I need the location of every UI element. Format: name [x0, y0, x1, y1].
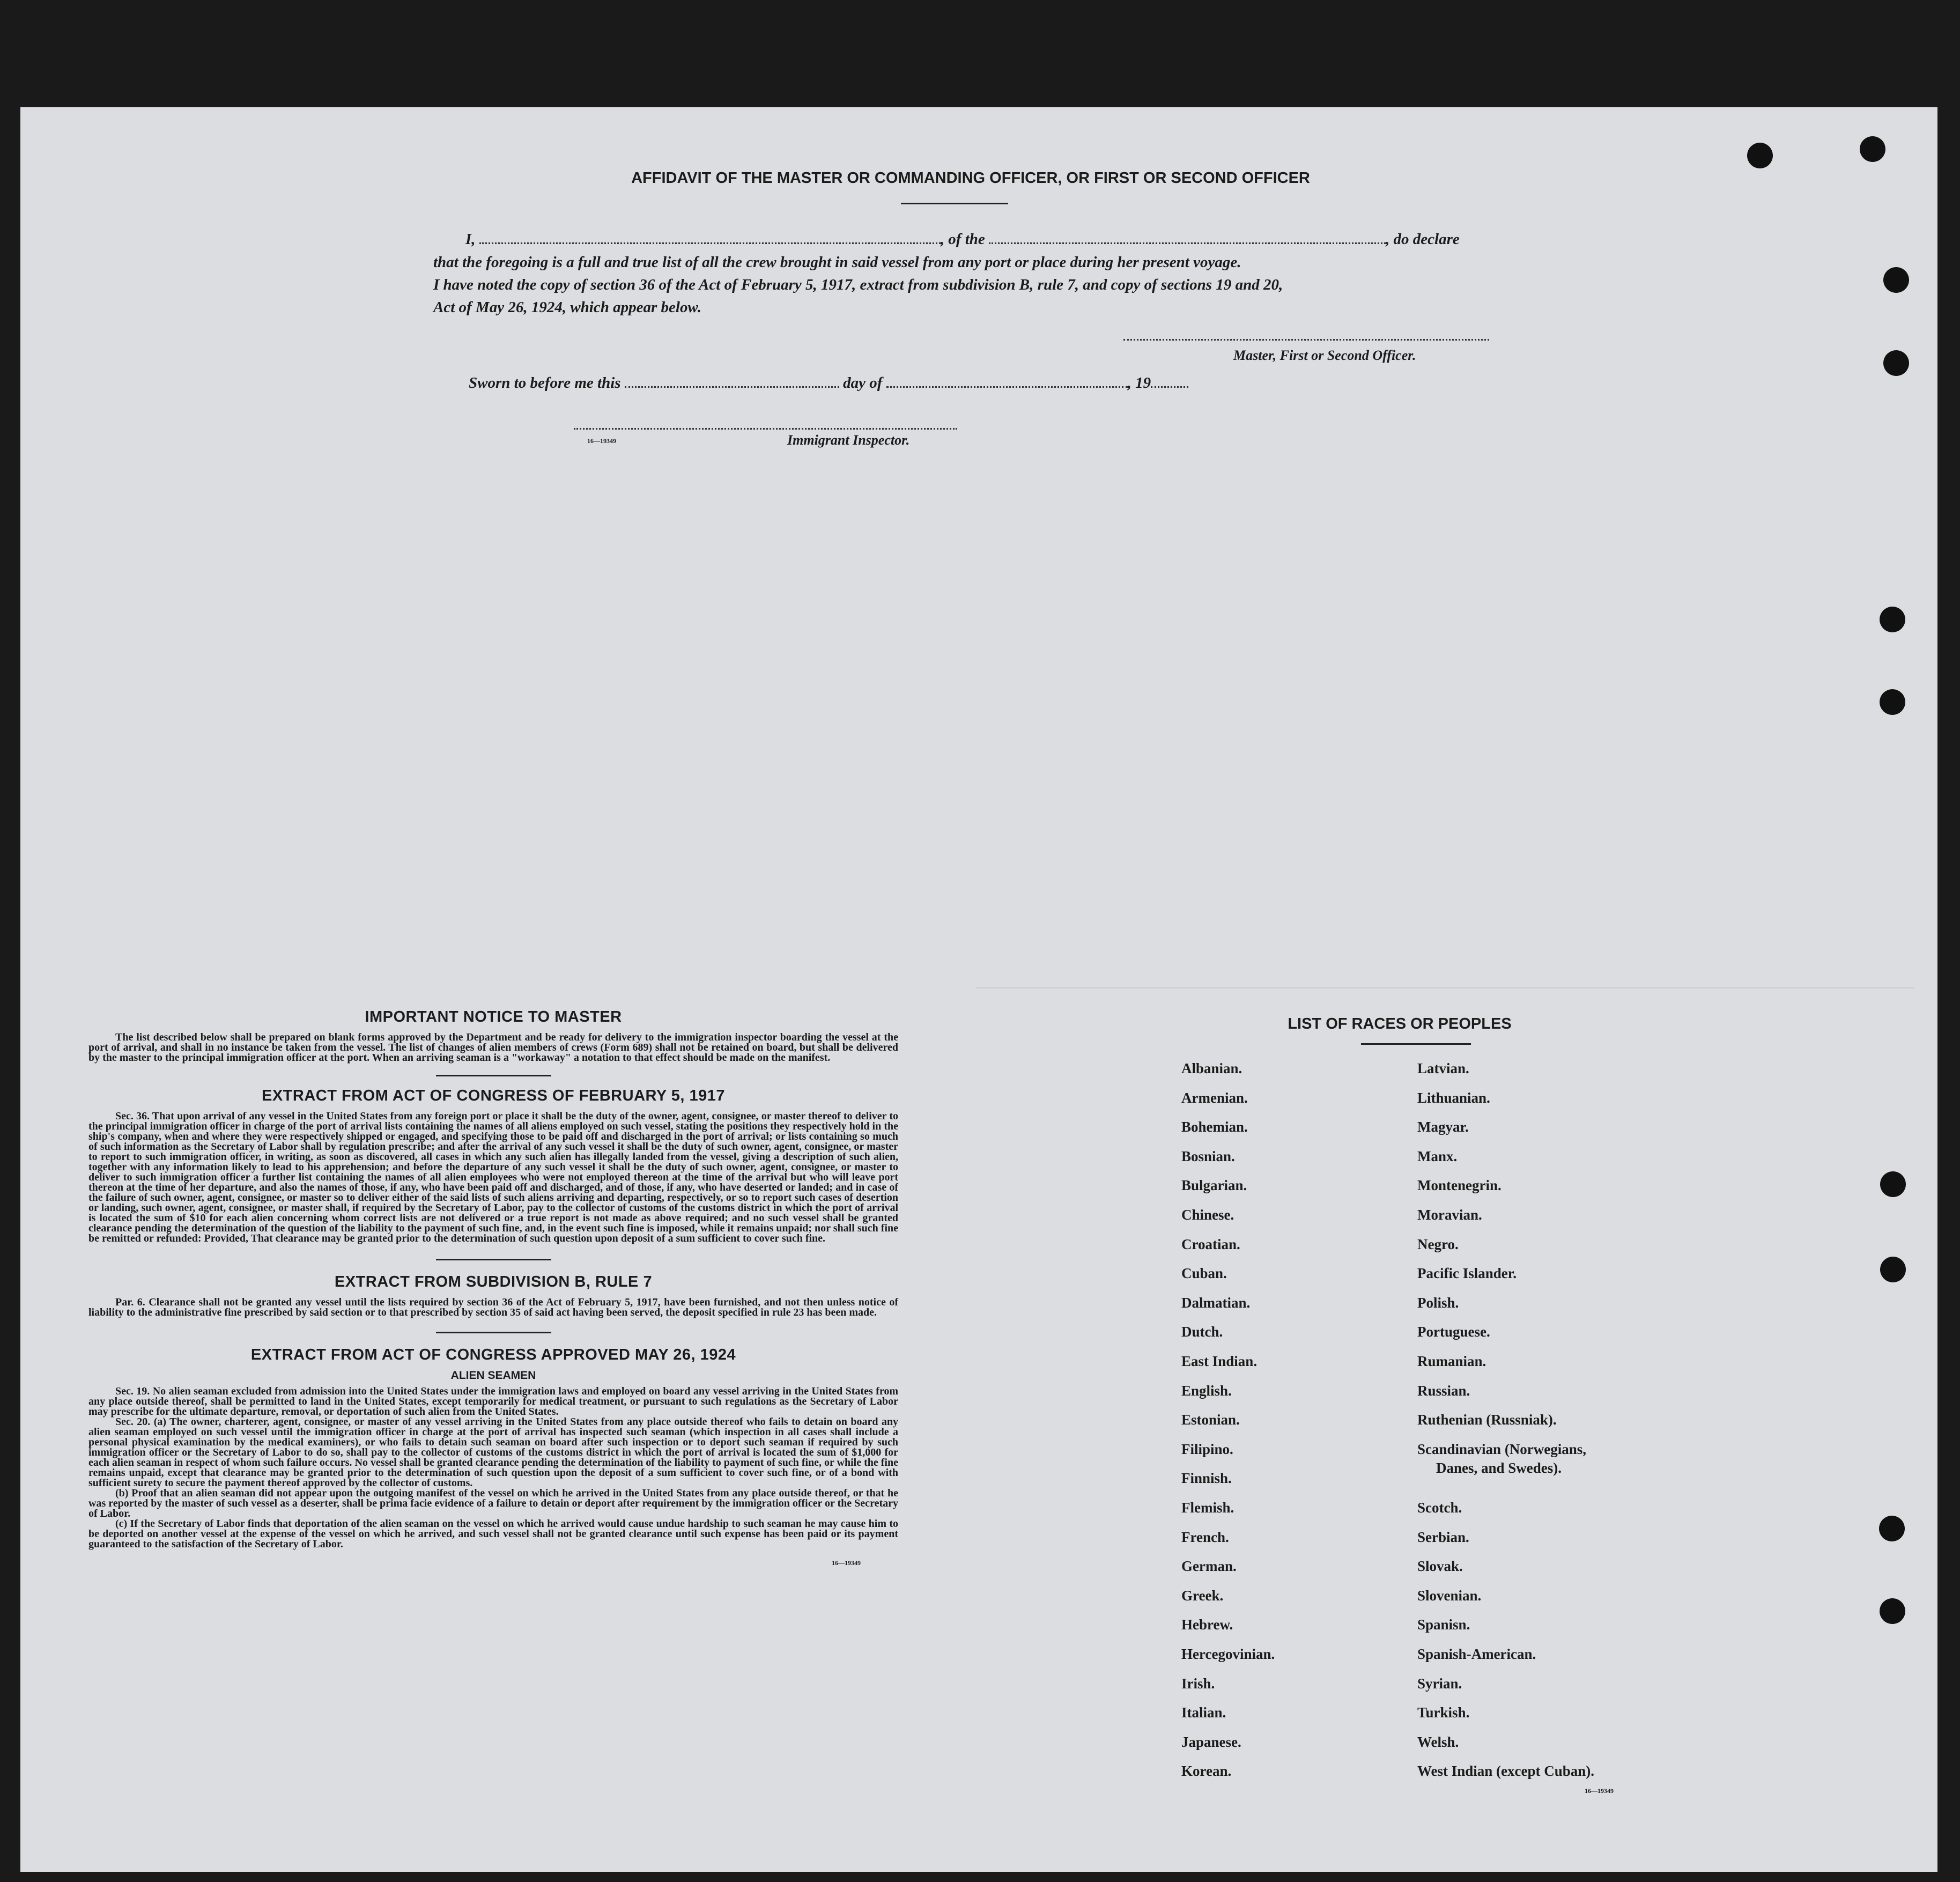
notices-column	[88, 1008, 898, 1567]
race-item: Bosnian.	[1181, 1148, 1235, 1164]
race-item: Syrian.	[1417, 1675, 1462, 1692]
sec20c-body: (c) If the Secretary of Labor finds that deportation of the alien seaman on the vessel on which he arrived would cause undue hardship to such seaman he may cause him to be deported on another vessel at the expense of the vessel on which he arrived, and such vessel shall not be granted clearance until such expense has been paid or its payment guaranteed to the satisfaction of the Secretary of Labor.	[88, 1518, 898, 1550]
race-item: Hercegovinian.	[1181, 1646, 1275, 1662]
race-item: Japanese.	[1181, 1733, 1241, 1750]
race-item: Slovak.	[1417, 1558, 1463, 1575]
race-item: Armenian.	[1181, 1089, 1248, 1106]
of-the-label: , of the	[940, 231, 985, 248]
day-of-label: day of	[843, 374, 883, 392]
punch-hole-icon	[1880, 1257, 1906, 1282]
extract-form-number: 16—19349	[832, 1559, 861, 1567]
race-item: English.	[1181, 1382, 1232, 1399]
race-item: Finnish.	[1181, 1470, 1232, 1487]
race-item: Cuban.	[1181, 1265, 1227, 1282]
declaration-line	[465, 231, 1460, 248]
race-item: Danes, and Swedes).	[1436, 1460, 1562, 1477]
affidavit-form-number: 16—19349	[587, 437, 616, 445]
race-item: Albanian.	[1181, 1060, 1242, 1076]
race-item: Irish.	[1181, 1675, 1215, 1692]
extract-1924-title: EXTRACT FROM ACT OF CONGRESS APPROVED MAY 26, 1924	[250, 1346, 736, 1363]
declaration-line-3: I have noted the copy of section 36 of the Act of February 5, 1917, extract from subdivision B, rule 7, and copy of sections 19 and 20,	[433, 276, 1283, 293]
extract-rule7-body: Par. 6. Clearance shall not be granted any vessel until the lists required by section 36 of the Act of February 5, 1917, have been furnished, and not then unless notice of liability to the administrative fine prescribed by said section or to that prescribed by section 35 of said act having been served, the deposit specified in rule 23 has been made.	[88, 1296, 898, 1318]
races-form-number: 16—19349	[1585, 1787, 1614, 1795]
race-item: Greek.	[1181, 1587, 1224, 1604]
race-item: Rumanian.	[1417, 1353, 1486, 1369]
punch-hole-icon	[1880, 689, 1905, 715]
race-item: West Indian (except Cuban).	[1417, 1763, 1595, 1780]
punch-hole-icon	[1879, 1516, 1905, 1541]
sworn-label: Sworn to before me this	[469, 374, 621, 392]
race-item: Magyar.	[1417, 1119, 1469, 1135]
sworn-day-field[interactable]	[625, 375, 839, 388]
race-item: Korean.	[1181, 1763, 1232, 1780]
notice-body: The list described below shall be prepared on blank forms approved by the Department and be ready for delivery to the immigration inspector boarding the vessel at the port of arrival, and shall in no instance be taken from the vessel. The list of changes of alien members of crews (Form 689) shall not be retained on board, but shall be delivered by the master to the principal immigration officer at the port. When an arriving seaman is a "workaway" a notation to that effect should be made on the manifest.	[88, 1031, 898, 1064]
punch-hole-icon	[1747, 143, 1773, 168]
races-title-underline	[1361, 1043, 1471, 1045]
race-item: Lithuanian.	[1417, 1089, 1490, 1106]
sworn-line	[469, 374, 1188, 392]
do-declare-label: , do declare	[1386, 231, 1460, 248]
race-item: Spanisn.	[1417, 1617, 1470, 1633]
alien-seamen-subtitle: ALIEN SEAMEN	[450, 1369, 536, 1382]
race-item: Welsh.	[1417, 1733, 1459, 1750]
name-field[interactable]	[479, 232, 941, 244]
punch-hole-icon	[1860, 136, 1885, 162]
race-item: Bulgarian.	[1181, 1177, 1247, 1194]
race-item: Latvian.	[1417, 1060, 1469, 1076]
race-item: Estonian.	[1181, 1412, 1240, 1428]
sec20b-body: (b) Proof that an alien seaman did not appear upon the outgoing manifest of the vessel on which he arrived in the United States from any place outside thereof, or that he was reported by the master of such vessel as a deserter, shall be prima facie evidence of a failure to detain or deport after requirement by the immigration officer or the Secretary of Labor.	[88, 1487, 898, 1519]
race-item: Turkish.	[1417, 1704, 1470, 1721]
race-item: Negro.	[1417, 1236, 1459, 1252]
race-item: Manx.	[1417, 1148, 1458, 1164]
race-item: Bohemian.	[1181, 1119, 1248, 1135]
race-item: Spanish-American.	[1417, 1646, 1536, 1662]
sec19-body: Sec. 19. No alien seaman excluded from admission into the United States under the immigration laws and employed on board any vessel arriving in the United States from any place outside thereof, shall be permitted to land in the United States, except temporarily for medical treatment, or pursuant to such regulations as the Secretary of Labor may prescribe for the ultimate departure, removal, or deportation of such alien from the United States.	[88, 1385, 898, 1418]
race-item: Dalmatian.	[1181, 1294, 1251, 1311]
race-item: Portuguese.	[1417, 1324, 1490, 1340]
race-item: Hebrew.	[1181, 1617, 1233, 1633]
notice-title: IMPORTANT NOTICE TO MASTER	[365, 1008, 622, 1025]
document-page	[20, 107, 1937, 1872]
race-item: Polish.	[1417, 1294, 1459, 1311]
divider	[436, 1332, 551, 1333]
declaration-line-4: Act of May 26, 1924, which appear below.	[433, 299, 701, 316]
divider	[436, 1259, 551, 1260]
race-item: Dutch.	[1181, 1324, 1223, 1340]
paper-fold	[976, 987, 1914, 988]
punch-hole-icon	[1880, 1171, 1906, 1197]
race-item: Pacific Islander.	[1417, 1265, 1517, 1282]
race-item: German.	[1181, 1558, 1237, 1575]
punch-hole-icon	[1883, 350, 1909, 376]
master-signature-label: Master, First or Second Officer.	[1233, 348, 1416, 363]
race-item: Moravian.	[1417, 1207, 1482, 1223]
race-item: Serbian.	[1417, 1529, 1469, 1545]
year-label: , 19	[1127, 374, 1151, 392]
race-item: Filipino.	[1181, 1441, 1233, 1457]
races-title: LIST OF RACES OR PEOPLES	[1288, 1015, 1512, 1032]
race-item: Scandinavian (Norwegians,	[1417, 1441, 1587, 1457]
sworn-month-field[interactable]	[886, 375, 1128, 388]
master-signature-line[interactable]	[1123, 339, 1489, 341]
inspector-label: Immigrant Inspector.	[787, 432, 910, 448]
affidavit-title: AFFIDAVIT OF THE MASTER OR COMMANDING OFFICER, OR FIRST OR SECOND OFFICER	[631, 169, 1310, 187]
extract-rule7-title: EXTRACT FROM SUBDIVISION B, RULE 7	[334, 1273, 653, 1290]
race-item: Croatian.	[1181, 1236, 1240, 1252]
inspector-signature-line[interactable]	[574, 428, 957, 430]
race-item: Russian.	[1417, 1382, 1470, 1399]
race-item: East Indian.	[1181, 1353, 1258, 1369]
sec20a-body: Sec. 20. (a) The owner, charterer, agent, consignee, or master of any vessel arriving in the United States from any place outside thereof who fails to detain on board any alien seaman employed on such vessel until the immigration officer in charge at the port of arrival has inspected such seaman (which inspection in all cases shall include a personal physical examination by the medical examiners), or who fails to detain such seaman on board after such inspection or to deport such seaman if required by such immigration officer or the Secretary of Labor to do so, shall pay to the collector of customs of the customs district in which the port of arrival is located the sum of $1,000 for each alien seaman in respect of whom such failure occurs. No vessel shall be granted clearance pending the determination of the liability to payment of such fine, or while the fine remains unpaid, except that clearance may be granted prior to the determination of such question upon the deposit of a sum sufficient to cover such fine, or of a bond with sufficient surety to secure the payment thereof approved by the collector of customs.	[88, 1416, 898, 1489]
i-label: I,	[465, 231, 476, 248]
extract-1917-title: EXTRACT FROM ACT OF CONGRESS OF FEBRUARY 5, 1917	[261, 1087, 726, 1104]
divider	[436, 1075, 551, 1076]
punch-hole-icon	[1880, 607, 1905, 632]
race-item: Flemish.	[1181, 1500, 1234, 1516]
race-item: French.	[1181, 1529, 1229, 1545]
race-item: Chinese.	[1181, 1207, 1234, 1223]
year-field[interactable]	[1151, 375, 1188, 388]
extract-1917-body: Sec. 36. That upon arrival of any vessel in the United States from any foreign port or place it shall be the duty of the owner, agent, consignee, or master thereof to deliver to the principal immigration officer in charge of the port of arrival lists containing the names of all aliens employed on such vessel, stating the positions they respectively hold in the ship's company, when and where they were respectively shipped or engaged, and specifying those to be paid off and discharged in the port of arrival; or lists containing so much of such information as the Secretary of Labor shall by regulation prescribe; and after the arrival of any such vessel it shall be the duty of such owner, agent, consignee, or master to report to such immigration officer, in writing, as soon as discovered, all cases in which any such alien has illegally landed from the vessel, giving a description of such alien, together with any information likely to lead to his apprehension; and before the departure of any such vessel it shall be the duty of such owner, agent, consignee, or master to deliver to such immigration officer a further list containing the names of all alien employees who were not employed thereon at the time of the arrival but who will leave port thereon at the time of her departure, and also the names of those, if any, who have been paid off and discharged, and of those, if any, who have deserted or landed; and in case of the failure of such owner, agent, consignee, or master so to deliver either of the said lists of such aliens arriving and departing, respectively, or so to report such cases of desertion or landing, such owner, agent, consignee, or master shall, if required by the Secretary of Labor, pay to the collector of customs of the customs district in which the port of arrival is located the sum of $10 for each alien concerning whom correct lists are not delivered or a true report is not made as above required; and no such vessel shall be granted clearance pending the determination of the question of the liability to the payment of such fine, and, in the event such fine is imposed, while it remains unpaid; nor shall such fine be remitted or refunded: Provided, That clearance may be granted prior to the determination of such question upon deposit of a sum sufficient to cover such fine.	[88, 1110, 898, 1244]
race-item: Ruthenian (Russniak).	[1417, 1412, 1557, 1428]
punch-hole-icon	[1883, 267, 1909, 293]
punch-hole-icon	[1880, 1598, 1905, 1624]
title-underline	[901, 203, 1008, 204]
declaration-line-2: that the foregoing is a full and true list of all the crew brought in said vessel from any port or place during her present voyage.	[433, 254, 1241, 271]
race-item: Scotch.	[1417, 1500, 1462, 1516]
race-item: Slovenian.	[1417, 1587, 1482, 1604]
race-item: Italian.	[1181, 1704, 1226, 1721]
vessel-field[interactable]	[989, 232, 1386, 244]
race-item: Montenegrin.	[1417, 1177, 1502, 1194]
